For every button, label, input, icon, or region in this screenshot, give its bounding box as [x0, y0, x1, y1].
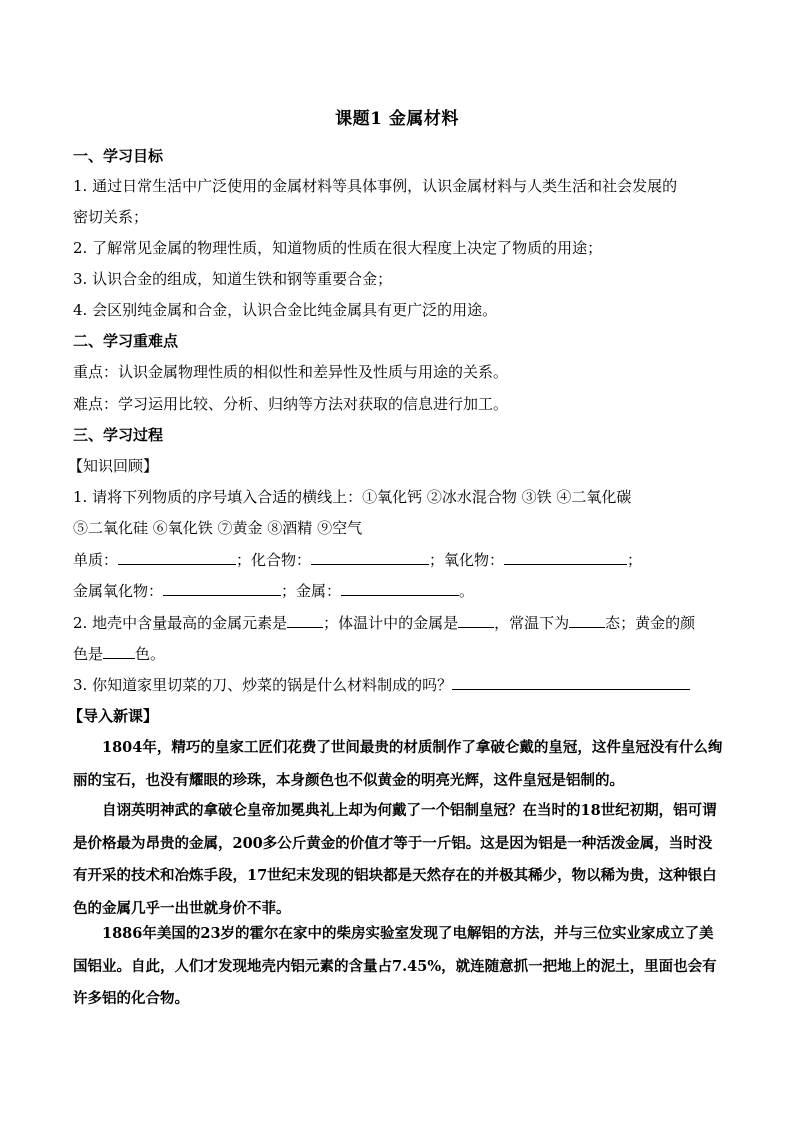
- question-2: [73, 612, 733, 633]
- intro-heading: 【导入新课】: [68, 707, 159, 725]
- label-oxides: ；氧化物：: [429, 551, 505, 569]
- q2-text-a: 2. 地壳中含量最高的金属元素是: [73, 614, 288, 632]
- page-title: 课题1 金属材料: [335, 109, 459, 129]
- period: 。: [459, 582, 475, 600]
- q2-text-b: ；体温计中的金属是: [323, 614, 459, 632]
- question-1: 1. 请将下列物质的序号填入合适的横线上：①氧化钙 ②冰水混合物 ③铁 ④二氧化碳: [73, 488, 632, 506]
- q2-text-d: 态；黄金的颜: [605, 614, 696, 632]
- blank-oxides[interactable]: [504, 549, 627, 565]
- q2-text-e: 色是: [73, 645, 104, 663]
- blank-crust-metal[interactable]: [287, 612, 323, 628]
- question-1-blanks-row2: [73, 580, 733, 601]
- objective-item-4: 4. 会区别纯金属和合金，认识合金比纯金属具有更广泛的用途。: [73, 301, 498, 319]
- intro-paragraph-2: 自诩英明神武的拿破仑皇帝加冕典礼上却为何戴了一个铝制皇冠？在当时的18世纪初期，铝可谓是价格最为昂贵的金属，200多公斤黄金的价值才等于一斤铝。这是因为铝是一种活泼金属，当时没有开采的技术和冶炼手段，17世纪末发现的铝块都是天然存在的并极其稀少，物以稀为贵，这种银白色的金属几乎一出世就身价不菲。: [73, 802, 717, 917]
- q2-text-f: 色。: [135, 645, 166, 663]
- objective-item-2: 2. 了解常见金属的物理性质，知道物质的性质在很大程度上决定了物质的用途；: [73, 239, 603, 257]
- blank-gold-color[interactable]: [103, 643, 135, 659]
- blank-state[interactable]: [569, 612, 605, 628]
- section-heading-keypoints: 二、学习重难点: [73, 332, 179, 350]
- label-metal-oxides: 金属氧化物：: [73, 582, 164, 600]
- key-point: 重点：认识金属物理性质的相似性和差异性及性质与用途的关系。: [73, 363, 509, 381]
- label-elements: 单质：: [73, 551, 119, 569]
- difficulty-point: 难点：学习运用比较、分析、归纳等方法对获取的信息进行加工。: [73, 395, 509, 413]
- label-compounds: ；化合物：: [236, 551, 312, 569]
- question-3: [73, 674, 733, 695]
- blank-elements[interactable]: [118, 549, 236, 565]
- review-heading: 【知识回顾】: [68, 457, 159, 475]
- blank-metals[interactable]: [341, 580, 459, 596]
- blank-thermometer-metal[interactable]: [458, 612, 494, 628]
- question-2-cont: [73, 643, 733, 664]
- q2-text-c: ，常温下为: [494, 614, 570, 632]
- objective-item-1-cont: 密切关系；: [73, 208, 149, 226]
- separator: ；: [627, 551, 643, 569]
- blank-metal-oxides[interactable]: [163, 580, 281, 596]
- label-metals: ；金属：: [281, 582, 342, 600]
- section-heading-objectives: 一、学习目标: [73, 147, 164, 165]
- blank-compounds[interactable]: [311, 549, 429, 565]
- blank-q3-answer[interactable]: [452, 674, 690, 690]
- intro-paragraph-3: 1886年美国的23岁的霍尔在家中的柴房实验室发现了电解铝的方法，并与三位实业家成立了美国铝业。自此，人们才发现地壳内铝元素的含量占7.45%，就连随意抓一把地上的泥土，里面也会有许多铝的化合物。: [73, 925, 717, 1007]
- objective-item-1: 1. 通过日常生活中广泛使用的金属材料等具体事例，认识金属材料与人类生活和社会发展的: [73, 177, 678, 195]
- section-heading-process: 三、学习过程: [73, 426, 164, 444]
- objective-item-3: 3. 认识合金的组成，知道生铁和钢等重要合金；: [73, 270, 393, 288]
- q3-text: 3. 你知道家里切菜的刀、炒菜的锅是什么材料制成的吗？: [73, 676, 453, 694]
- intro-paragraph-1: 1804年，精巧的皇家工匠们花费了世间最贵的材质制作了拿破仑戴的皇冠，这件皇冠没有什么绚丽的宝石，也没有耀眼的珍珠，本身颜色也不似黄金的明亮光辉，这件皇冠是铝制的。: [73, 739, 723, 789]
- question-1-blanks-row1: [73, 549, 733, 570]
- question-1-options: ⑤二氧化硅 ⑥氧化铁 ⑦黄金 ⑧酒精 ⑨空气: [73, 519, 363, 537]
